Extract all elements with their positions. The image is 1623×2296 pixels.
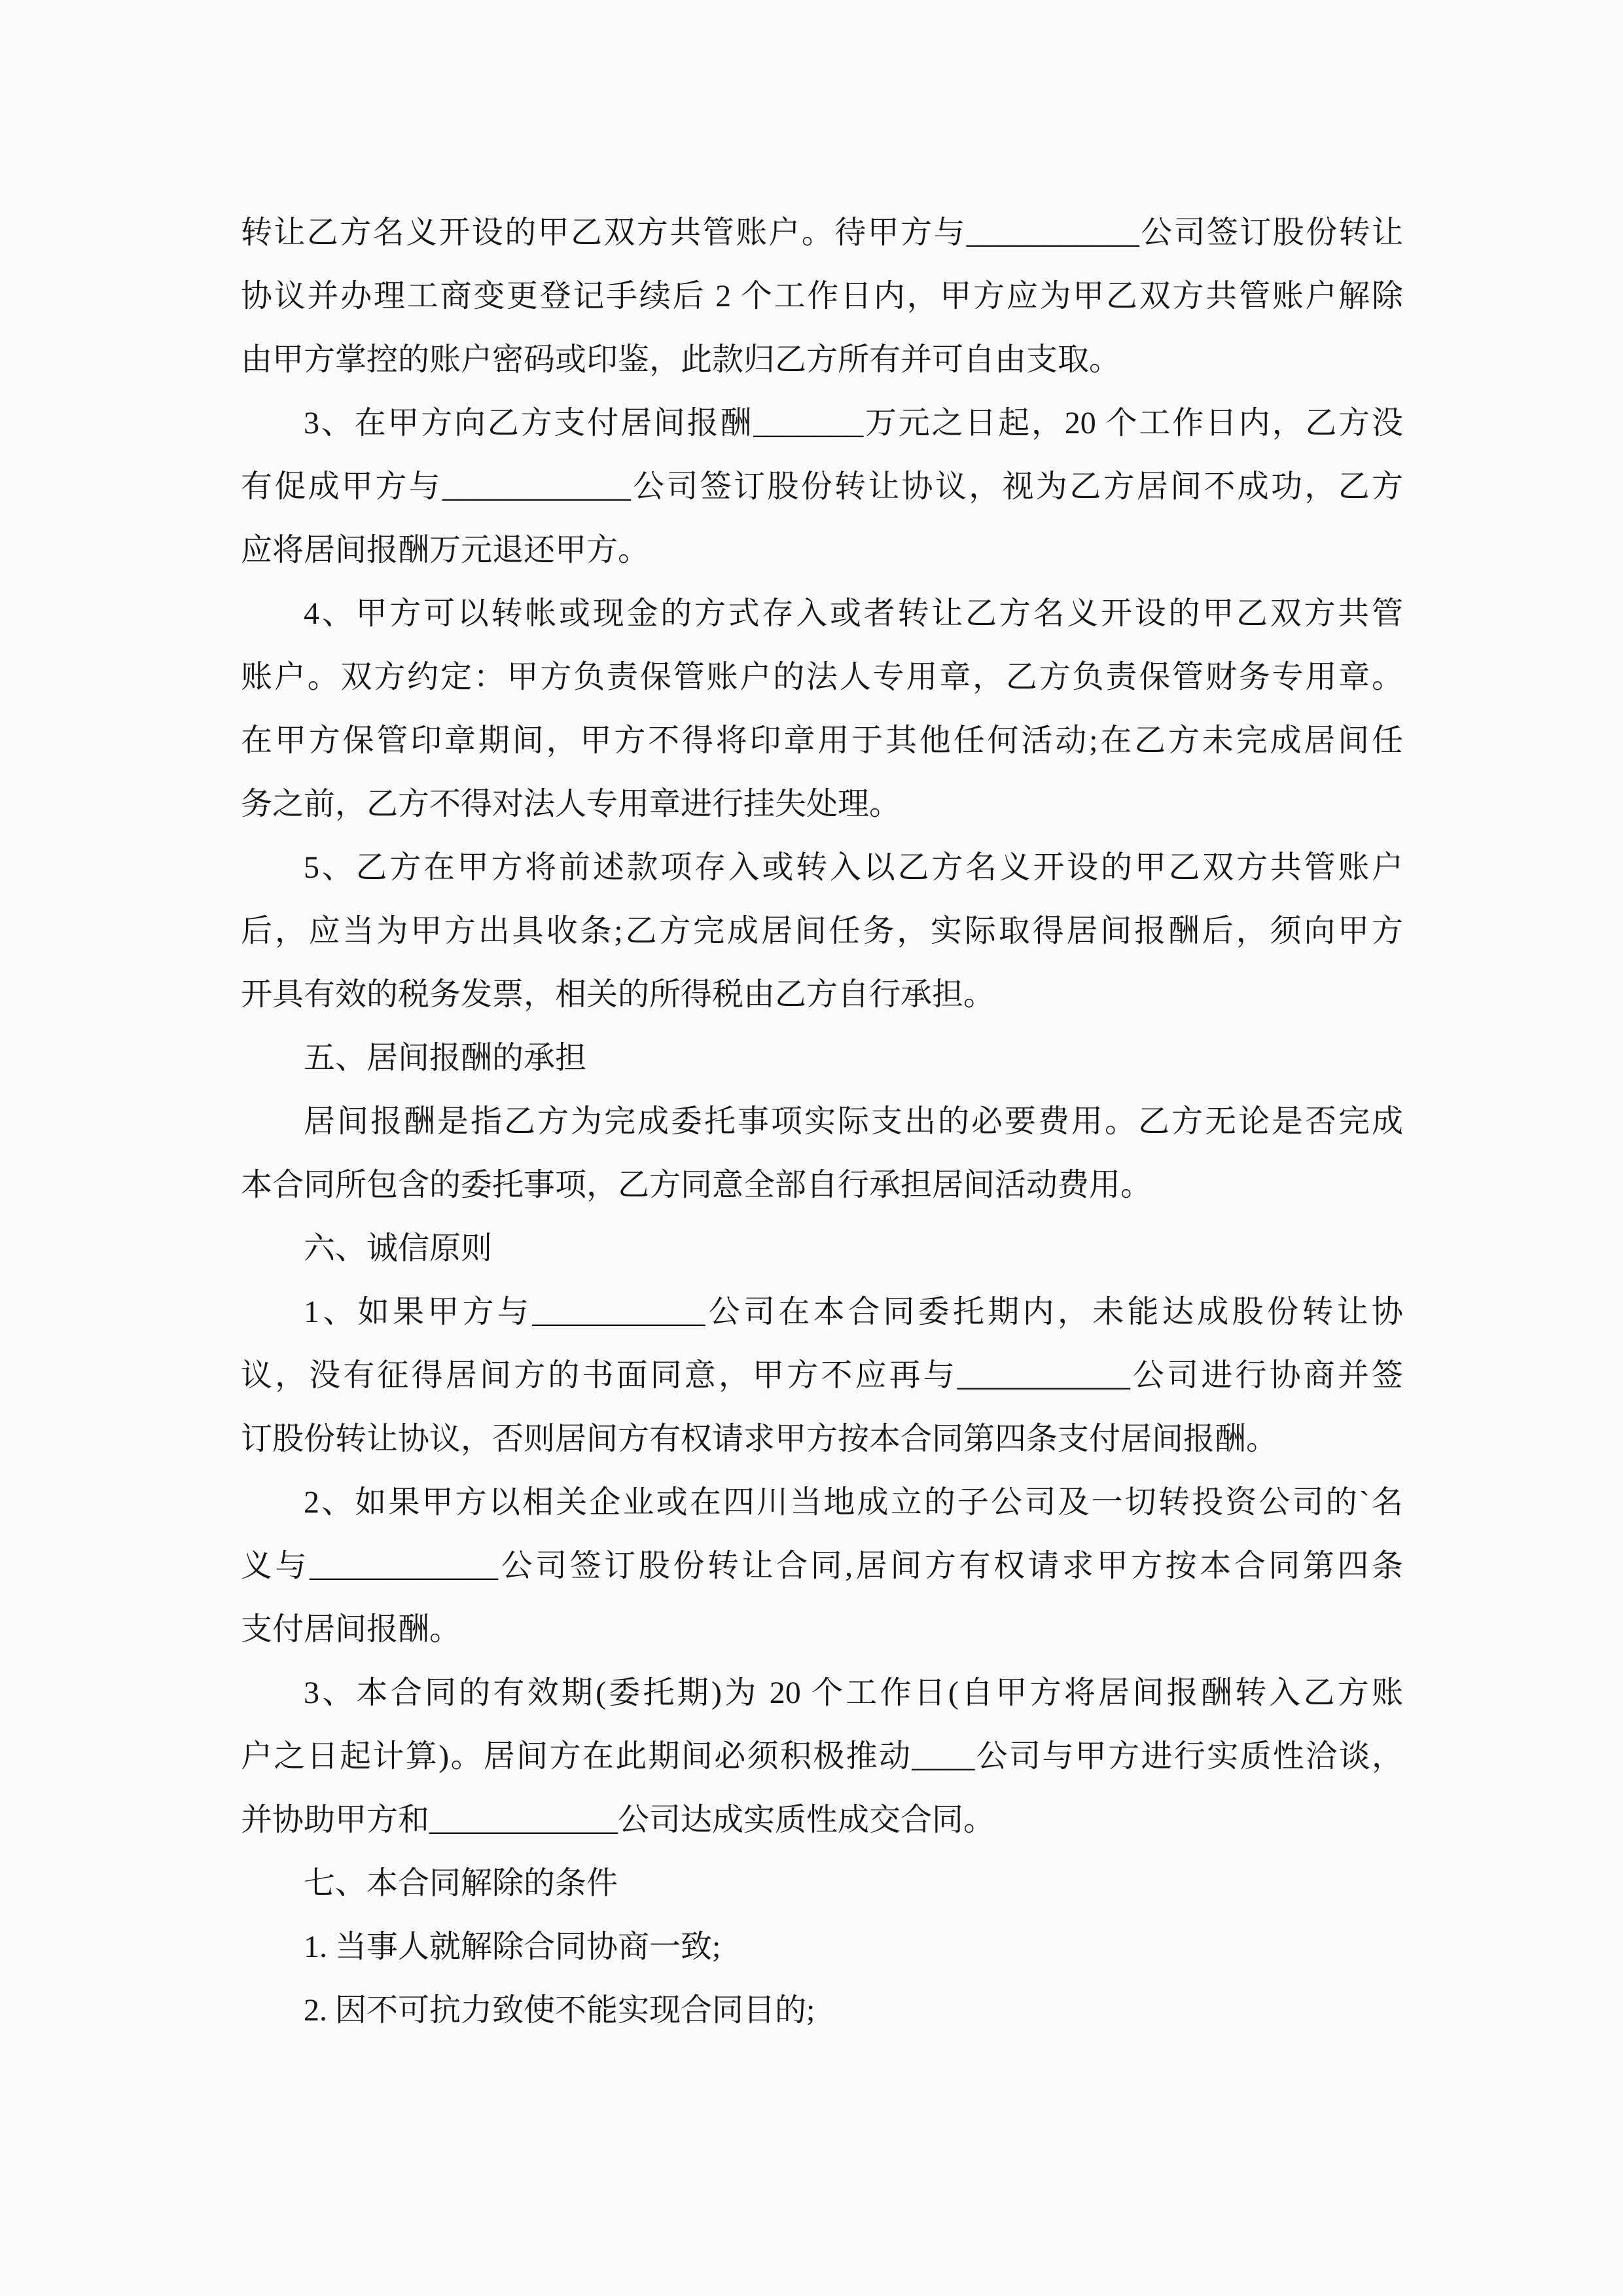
- contract-line: 七、本合同解除的条件: [304, 1866, 618, 1901]
- contract-line: 务之前，乙方不得对法人专用章进行挂失处理。: [241, 787, 901, 821]
- contract-line: 义与____________公司签订股份转让合同,居间方有权请求甲方按本合同第四条: [241, 1549, 1403, 1583]
- contract-line: 5、乙方在甲方将前述款项存入或转入以乙方名义开设的甲乙双方共管账户: [304, 850, 1403, 885]
- contract-line: 在甲方保管印章期间，甲方不得将印章用于其他任何活动;在乙方未完成居间任: [241, 723, 1403, 758]
- contract-line: 协议并办理工商变更登记手续后 2 个工作日内，甲方应为甲乙双方共管账户解除: [241, 279, 1403, 314]
- contract-line: 居间报酬是指乙方为完成委托事项实际支出的必要费用。乙方无论是否完成: [304, 1104, 1403, 1139]
- contract-line: 2、如果甲方以相关企业或在四川当地成立的子公司及一切转投资公司的`名: [304, 1485, 1403, 1520]
- contract-line: 订股份转让协议，否则居间方有权请求甲方按本合同第四条支付居间报酬。: [241, 1422, 1278, 1456]
- contract-line: 2. 因不可抗力致使不能实现合同目的;: [304, 1993, 815, 2028]
- contract-line: 议，没有征得居间方的书面同意，甲方不应再与___________公司进行协商并签: [241, 1358, 1403, 1393]
- contract-line: 后，应当为甲方出具收条;乙方完成居间任务，实际取得居间报酬后，须向甲方: [241, 914, 1403, 948]
- contract-line: 有促成甲方与____________公司签订股份转让协议，视为乙方居间不成功，乙方: [241, 469, 1403, 504]
- contract-line: 支付居间报酬。: [241, 1612, 461, 1647]
- contract-line: 五、居间报酬的承担: [304, 1041, 587, 1075]
- contract-line: 1. 当事人就解除合同协商一致;: [304, 1929, 721, 1964]
- contract-line: 户之日起计算)。居间方在此期间必须积极推动____公司与甲方进行实质性洽谈，: [241, 1739, 1403, 1774]
- contract-line: 开具有效的税务发票，相关的所得税由乙方自行承担。: [241, 977, 995, 1012]
- contract-line: 4、甲方可以转帐或现金的方式存入或者转让乙方名义开设的甲乙双方共管: [304, 596, 1403, 631]
- contract-line: 六、诚信原则: [304, 1231, 493, 1266]
- contract-line: 应将居间报酬万元退还甲方。: [241, 533, 650, 567]
- contract-line: 本合同所包含的委托事项，乙方同意全部自行承担居间活动费用。: [241, 1168, 1152, 1202]
- contract-line: 转让乙方名义开设的甲乙双方共管账户。待甲方与___________公司签订股份转让: [241, 215, 1403, 250]
- contract-text: [241, 201, 1403, 2042]
- contract-line: 1、如果甲方与___________公司在本合同委托期内，未能达成股份转让协: [304, 1295, 1403, 1329]
- contract-line: 由甲方掌控的账户密码或印鉴，此款归乙方所有并可自由支取。: [241, 342, 1121, 377]
- contract-line: 3、本合同的有效期(委托期)为 20 个工作日(自甲方将居间报酬转入乙方账: [304, 1676, 1403, 1710]
- contract-line: 账户。双方约定：甲方负责保管账户的法人专用章，乙方负责保管财务专用章。: [241, 660, 1403, 694]
- contract-line: 3、在甲方向乙方支付居间报酬_______万元之日起，20 个工作日内，乙方没: [304, 406, 1403, 440]
- contract-line: 并协助甲方和____________公司达成实质性成交合同。: [241, 1803, 995, 1837]
